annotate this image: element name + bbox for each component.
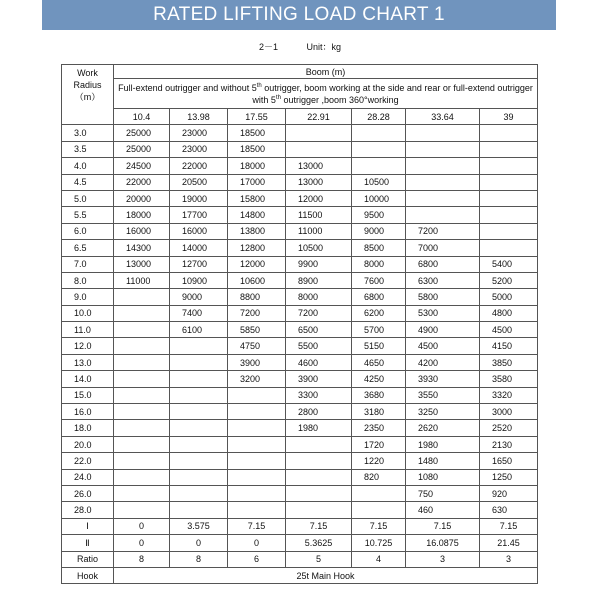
radius-cell: 8.0 — [62, 272, 114, 288]
load-cell: 16000 — [170, 223, 228, 239]
load-cell: 7000 — [406, 240, 480, 256]
radius-cell: 5.5 — [62, 207, 114, 223]
load-cell: 820 — [352, 469, 406, 485]
load-cell: 9000 — [170, 289, 228, 305]
load-cell: 1080 — [406, 469, 480, 485]
boom-length-cell: 10.4 — [114, 109, 170, 125]
footer-value-cell: 8 — [114, 551, 170, 567]
load-cell: 11000 — [286, 223, 352, 239]
load-cell — [114, 502, 170, 518]
load-cell: 3850 — [480, 354, 538, 370]
radius-cell: 4.0 — [62, 158, 114, 174]
load-cell — [480, 125, 538, 141]
table-row — [62, 240, 538, 256]
load-cell — [170, 420, 228, 436]
load-cell: 7400 — [170, 305, 228, 321]
load-cell: 23000 — [170, 141, 228, 157]
load-cell — [228, 420, 286, 436]
load-cell: 6500 — [286, 322, 352, 338]
load-cell: 6300 — [406, 272, 480, 288]
load-cell: 7200 — [406, 223, 480, 239]
footer-value-cell: 4 — [352, 551, 406, 567]
load-cell: 5000 — [480, 289, 538, 305]
table-row — [62, 436, 538, 452]
load-cell: 12000 — [286, 190, 352, 206]
load-cell: 8000 — [286, 289, 352, 305]
radius-cell: 3.0 — [62, 125, 114, 141]
load-cell: 1650 — [480, 453, 538, 469]
load-cell: 3900 — [228, 354, 286, 370]
load-cell — [114, 338, 170, 354]
load-cell: 4600 — [286, 354, 352, 370]
footer-value-cell: 7.15 — [352, 518, 406, 534]
footer-value-cell: 7.15 — [406, 518, 480, 534]
load-cell: 1720 — [352, 436, 406, 452]
load-cell: 10900 — [170, 272, 228, 288]
load-cell — [170, 404, 228, 420]
table-row — [62, 354, 538, 370]
load-cell: 12000 — [228, 256, 286, 272]
load-cell — [170, 485, 228, 501]
load-cell — [170, 453, 228, 469]
load-cell: 18000 — [114, 207, 170, 223]
footer-value-cell: 0 — [228, 535, 286, 551]
load-cell: 3180 — [352, 404, 406, 420]
boom-length-cell: 22.91 — [286, 109, 352, 125]
load-cell: 5700 — [352, 322, 406, 338]
table-row — [62, 404, 538, 420]
radius-cell: 24.0 — [62, 469, 114, 485]
load-cell: 9000 — [352, 223, 406, 239]
load-cell: 24500 — [114, 158, 170, 174]
load-cell: 5400 — [480, 256, 538, 272]
radius-cell: 10.0 — [62, 305, 114, 321]
chart-code: 2－1 — [258, 42, 278, 52]
load-cell: 3320 — [480, 387, 538, 403]
table-row — [62, 158, 538, 174]
load-cell: 4800 — [480, 305, 538, 321]
load-cell: 3930 — [406, 371, 480, 387]
load-cell: 7600 — [352, 272, 406, 288]
load-cell — [480, 207, 538, 223]
hook-value-cell: 25t Main Hook — [114, 567, 538, 583]
footer-value-cell: 0 — [114, 535, 170, 551]
load-cell: 460 — [406, 502, 480, 518]
load-cell: 3250 — [406, 404, 480, 420]
load-cell — [228, 436, 286, 452]
load-cell: 11000 — [114, 272, 170, 288]
footer-value-cell: 0 — [114, 518, 170, 534]
footer-value-cell: 3.575 — [170, 518, 228, 534]
load-cell: 3900 — [286, 371, 352, 387]
footer-value-cell: 7.15 — [286, 518, 352, 534]
table-row — [62, 387, 538, 403]
table-row — [62, 420, 538, 436]
radius-cell: 22.0 — [62, 453, 114, 469]
chart-subtitle — [0, 40, 600, 53]
load-cell — [114, 404, 170, 420]
load-cell — [406, 141, 480, 157]
load-cell: 4200 — [406, 354, 480, 370]
load-cell: 750 — [406, 485, 480, 501]
load-cell: 3200 — [228, 371, 286, 387]
load-cell: 9500 — [352, 207, 406, 223]
boom-length-cell: 39 — [480, 109, 538, 125]
load-cell — [480, 158, 538, 174]
radius-cell: 7.0 — [62, 256, 114, 272]
load-cell: 8000 — [352, 256, 406, 272]
table-row — [62, 174, 538, 190]
hook-row — [62, 567, 538, 583]
load-cell: 1220 — [352, 453, 406, 469]
radius-cell: 15.0 — [62, 387, 114, 403]
footer-label-cell: Ⅰ — [62, 518, 114, 534]
load-cell: 630 — [480, 502, 538, 518]
load-cell: 17000 — [228, 174, 286, 190]
load-cell — [228, 404, 286, 420]
boom-length-row — [62, 109, 538, 125]
radius-cell: 6.0 — [62, 223, 114, 239]
load-cell — [170, 502, 228, 518]
load-cell — [228, 453, 286, 469]
footer-value-cell: 5.3625 — [286, 535, 352, 551]
table-row — [62, 272, 538, 288]
header-row-2 — [62, 79, 538, 109]
load-cell — [170, 354, 228, 370]
table-row — [62, 289, 538, 305]
load-cell: 2350 — [352, 420, 406, 436]
footer-value-cell: 3 — [480, 551, 538, 567]
footer-value-cell: 0 — [170, 535, 228, 551]
load-cell: 23000 — [170, 125, 228, 141]
load-cell — [480, 190, 538, 206]
table-row — [62, 207, 538, 223]
load-cell: 920 — [480, 485, 538, 501]
load-cell: 14000 — [170, 240, 228, 256]
table-row — [62, 305, 538, 321]
load-cell — [228, 387, 286, 403]
footer-value-cell: 3 — [406, 551, 480, 567]
load-cell: 4500 — [406, 338, 480, 354]
table-row — [62, 322, 538, 338]
load-cell — [114, 354, 170, 370]
load-cell: 4500 — [480, 322, 538, 338]
load-cell: 4250 — [352, 371, 406, 387]
radius-cell: 6.5 — [62, 240, 114, 256]
table-row — [62, 502, 538, 518]
load-cell: 2130 — [480, 436, 538, 452]
load-cell: 17700 — [170, 207, 228, 223]
load-cell: 2520 — [480, 420, 538, 436]
load-cell: 2620 — [406, 420, 480, 436]
load-cell: 22000 — [170, 158, 228, 174]
footer-value-cell: 21.45 — [480, 535, 538, 551]
load-cell: 3300 — [286, 387, 352, 403]
load-cell — [114, 485, 170, 501]
footer-label-cell: Ⅱ — [62, 535, 114, 551]
radius-cell: 14.0 — [62, 371, 114, 387]
load-cell: 1480 — [406, 453, 480, 469]
load-cell — [114, 453, 170, 469]
load-chart-table — [61, 64, 538, 584]
work-radius-word-unit: （m） — [74, 92, 101, 102]
load-cell — [480, 141, 538, 157]
load-cell: 10600 — [228, 272, 286, 288]
load-cell: 13000 — [286, 158, 352, 174]
hook-label-cell: Hook — [62, 567, 114, 583]
load-cell: 13800 — [228, 223, 286, 239]
load-cell: 22000 — [114, 174, 170, 190]
load-cell — [406, 125, 480, 141]
load-cell: 13000 — [114, 256, 170, 272]
boom-length-cell: 17.55 — [228, 109, 286, 125]
load-cell: 5200 — [480, 272, 538, 288]
radius-cell: 12.0 — [62, 338, 114, 354]
table-row — [62, 125, 538, 141]
table-row — [62, 371, 538, 387]
load-cell — [406, 207, 480, 223]
load-cell: 6100 — [170, 322, 228, 338]
load-cell — [286, 453, 352, 469]
load-cell — [114, 420, 170, 436]
load-cell: 3580 — [480, 371, 538, 387]
load-cell: 25000 — [114, 125, 170, 141]
load-cell — [480, 174, 538, 190]
load-cell: 18000 — [228, 158, 286, 174]
load-cell — [406, 174, 480, 190]
load-cell — [170, 371, 228, 387]
table-row — [62, 469, 538, 485]
load-cell: 14300 — [114, 240, 170, 256]
load-cell: 20000 — [114, 190, 170, 206]
footer-row — [62, 551, 538, 567]
working-condition-description: Full-extend outrigger and without 5th outrigger, boom working at the side and rear or full-extend outrigger with 5th outrigger ,boom 360°working — [114, 79, 538, 109]
footer-label-cell: Ratio — [62, 551, 114, 567]
boom-header: Boom (m) — [114, 65, 538, 79]
radius-cell: 20.0 — [62, 436, 114, 452]
load-cell: 7200 — [286, 305, 352, 321]
work-radius-word-work: Work — [77, 68, 98, 78]
radius-cell: 11.0 — [62, 322, 114, 338]
load-cell: 1980 — [406, 436, 480, 452]
footer-value-cell: 5 — [286, 551, 352, 567]
load-cell — [114, 371, 170, 387]
load-cell: 1980 — [286, 420, 352, 436]
table-row — [62, 485, 538, 501]
load-cell: 1250 — [480, 469, 538, 485]
load-cell — [114, 305, 170, 321]
load-cell — [352, 158, 406, 174]
load-cell — [352, 125, 406, 141]
load-cell: 5850 — [228, 322, 286, 338]
load-cell: 20500 — [170, 174, 228, 190]
load-cell — [406, 158, 480, 174]
table-row — [62, 338, 538, 354]
load-cell — [286, 485, 352, 501]
footer-value-cell: 6 — [228, 551, 286, 567]
radius-cell: 9.0 — [62, 289, 114, 305]
load-cell — [352, 141, 406, 157]
load-cell: 3680 — [352, 387, 406, 403]
load-cell: 10000 — [352, 190, 406, 206]
load-cell: 5150 — [352, 338, 406, 354]
header-row-1 — [62, 65, 538, 79]
load-cell: 6800 — [352, 289, 406, 305]
load-cell: 10500 — [352, 174, 406, 190]
load-cell — [352, 485, 406, 501]
boom-length-cell: 28.28 — [352, 109, 406, 125]
footer-value-cell: 7.15 — [480, 518, 538, 534]
load-cell: 4150 — [480, 338, 538, 354]
load-cell — [286, 469, 352, 485]
load-cell — [170, 469, 228, 485]
footer-value-cell: 16.0875 — [406, 535, 480, 551]
load-cell: 4650 — [352, 354, 406, 370]
table-row — [62, 190, 538, 206]
load-cell: 9900 — [286, 256, 352, 272]
load-cell — [480, 240, 538, 256]
work-radius-word-radius: Radius — [73, 80, 102, 90]
load-cell: 25000 — [114, 141, 170, 157]
load-cell — [352, 502, 406, 518]
work-radius-header — [62, 65, 114, 125]
load-cell — [228, 502, 286, 518]
load-cell: 8500 — [352, 240, 406, 256]
table-row — [62, 256, 538, 272]
load-cell — [170, 436, 228, 452]
unit-label: Unit：kg — [306, 42, 342, 52]
load-cell — [170, 338, 228, 354]
load-cell: 3550 — [406, 387, 480, 403]
load-cell: 18500 — [228, 125, 286, 141]
boom-length-cell: 33.64 — [406, 109, 480, 125]
radius-cell: 5.0 — [62, 190, 114, 206]
load-cell: 6800 — [406, 256, 480, 272]
load-cell: 8800 — [228, 289, 286, 305]
load-cell — [286, 502, 352, 518]
load-cell: 4900 — [406, 322, 480, 338]
load-cell: 5500 — [286, 338, 352, 354]
load-cell: 3000 — [480, 404, 538, 420]
load-cell — [286, 125, 352, 141]
load-cell: 12700 — [170, 256, 228, 272]
load-cell: 18500 — [228, 141, 286, 157]
load-cell — [286, 436, 352, 452]
load-cell — [286, 141, 352, 157]
load-cell — [480, 223, 538, 239]
load-cell: 7200 — [228, 305, 286, 321]
footer-value-cell: 10.725 — [352, 535, 406, 551]
load-cell — [406, 190, 480, 206]
load-cell: 10500 — [286, 240, 352, 256]
table-row — [62, 453, 538, 469]
load-cell: 15800 — [228, 190, 286, 206]
radius-cell: 3.5 — [62, 141, 114, 157]
load-cell — [228, 485, 286, 501]
footer-row — [62, 518, 538, 534]
radius-cell: 4.5 — [62, 174, 114, 190]
load-cell: 8900 — [286, 272, 352, 288]
load-cell — [228, 469, 286, 485]
load-cell: 14800 — [228, 207, 286, 223]
load-cell: 4750 — [228, 338, 286, 354]
load-cell: 6200 — [352, 305, 406, 321]
load-cell: 16000 — [114, 223, 170, 239]
load-cell — [114, 322, 170, 338]
footer-row — [62, 535, 538, 551]
load-cell: 5800 — [406, 289, 480, 305]
load-cell — [114, 469, 170, 485]
load-cell — [114, 289, 170, 305]
radius-cell: 26.0 — [62, 485, 114, 501]
radius-cell: 13.0 — [62, 354, 114, 370]
table-row — [62, 141, 538, 157]
load-cell: 11500 — [286, 207, 352, 223]
table-row — [62, 223, 538, 239]
radius-cell: 18.0 — [62, 420, 114, 436]
load-cell: 13000 — [286, 174, 352, 190]
radius-cell: 16.0 — [62, 404, 114, 420]
load-cell — [114, 436, 170, 452]
boom-length-cell: 13.98 — [170, 109, 228, 125]
load-cell: 2800 — [286, 404, 352, 420]
footer-value-cell: 7.15 — [228, 518, 286, 534]
load-cell: 19000 — [170, 190, 228, 206]
load-cell: 12800 — [228, 240, 286, 256]
load-cell — [114, 387, 170, 403]
footer-value-cell: 8 — [170, 551, 228, 567]
load-cell: 5300 — [406, 305, 480, 321]
chart-title: RATED LIFTING LOAD CHART 1 — [42, 0, 556, 30]
load-cell — [170, 387, 228, 403]
radius-cell: 28.0 — [62, 502, 114, 518]
